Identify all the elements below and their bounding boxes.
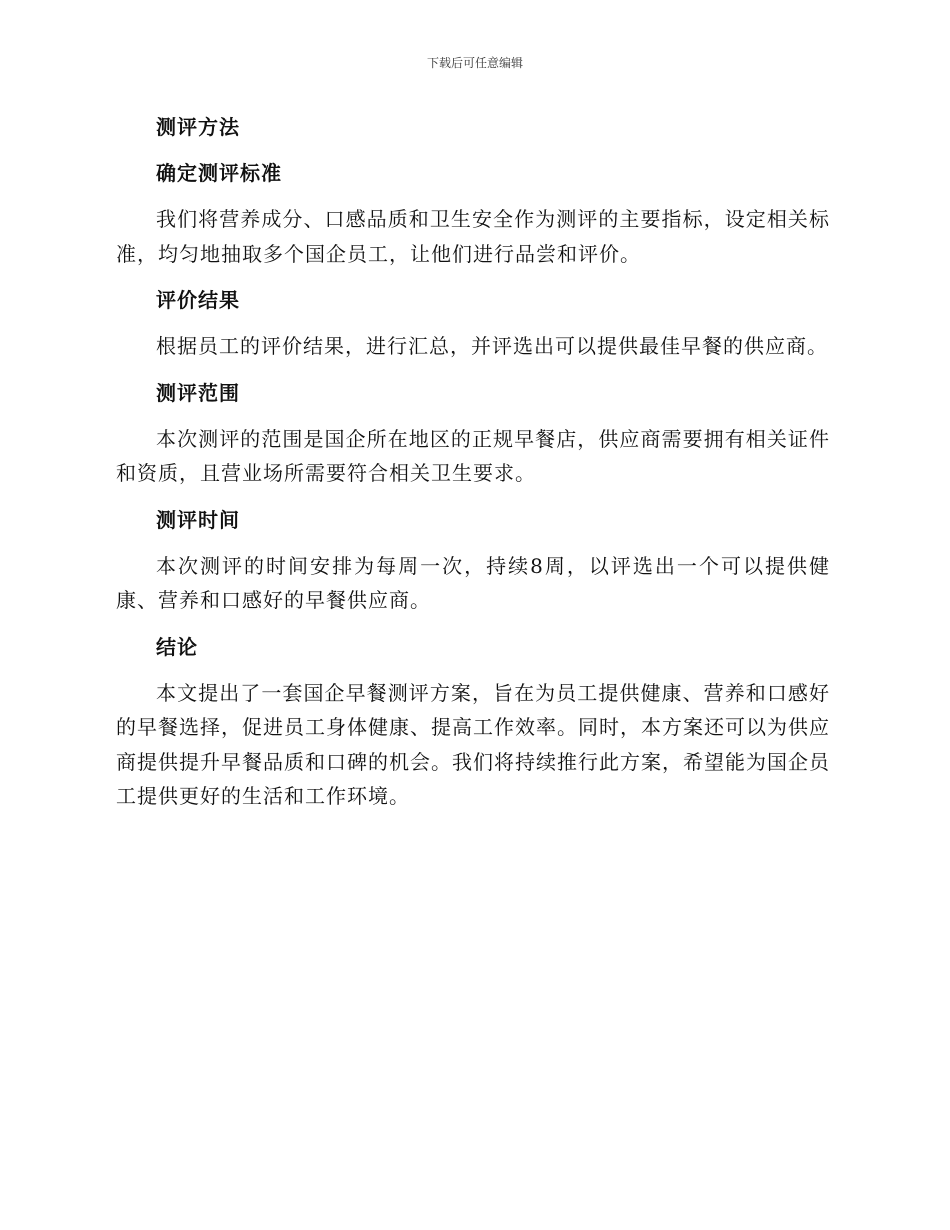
document-body: [116, 110, 830, 814]
heading-scope: 测评范围: [156, 380, 240, 405]
heading-time: 测评时间: [156, 507, 240, 532]
heading-method: 测评方法: [156, 115, 240, 139]
paragraph-result: 根据员工的评价结果，进行汇总，并评选出可以提供最佳早餐的供应商。: [156, 334, 828, 358]
paragraph-scope: 本次测评的范围是国企所在地区的正规早餐店，供应商需要拥有相关证件和资质，且营业场所需要符合相关卫生要求。: [116, 426, 830, 485]
heading-result: 评价结果: [156, 288, 240, 312]
page-header-note: 下载后可任意编辑: [426, 56, 523, 70]
heading-standard: 确定测评标准: [156, 161, 282, 185]
paragraph-standard: 我们将营养成分、口感品质和卫生安全作为测评的主要指标，设定相关标准，均匀地抽取多个国企员工，让他们进行品尝和评价。: [116, 207, 830, 266]
heading-conclusion: 结论: [156, 634, 198, 659]
paragraph-time: 本次测评的时间安排为每周一次，持续8周，以评选出一个可以提供健康、营养和口感好的早餐供应商。: [116, 553, 830, 612]
paragraph-conclusion: 本文提出了一套国企早餐测评方案，旨在为员工提供健康、营养和口感好的早餐选择，促进员工身体健康、提高工作效率。同时，本方案还可以为供应商提供提升早餐品质和口碑的机会。我们将持续推行此方案，希望能为国企员工提供更好的生活和工作环境。: [116, 680, 830, 808]
